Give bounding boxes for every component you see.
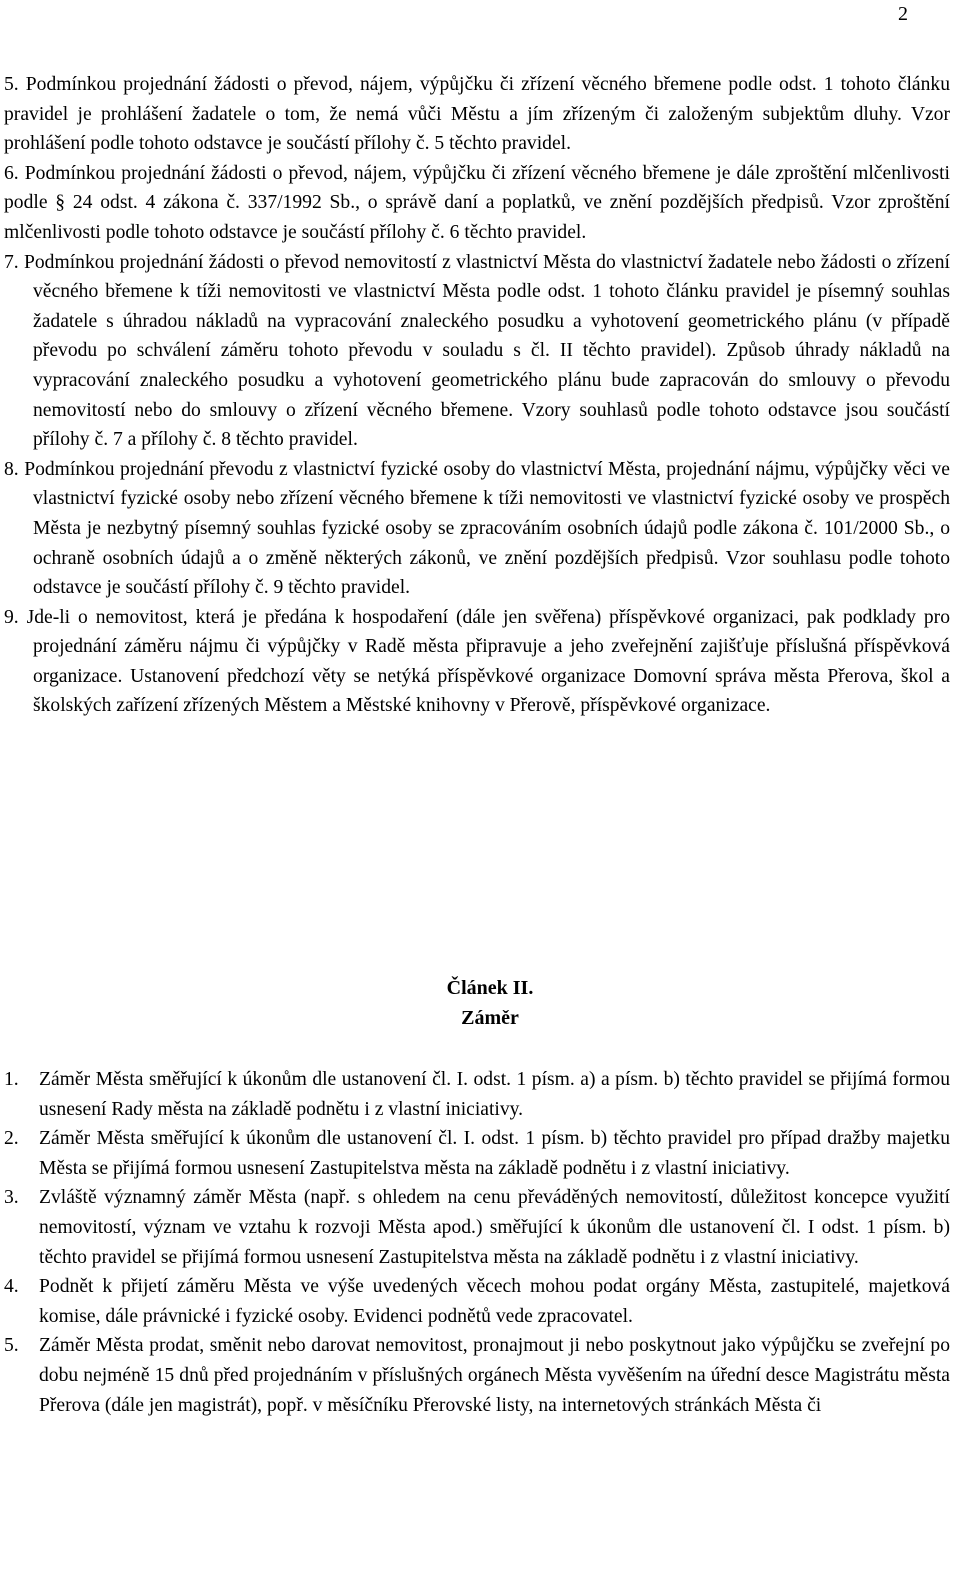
item-number: 5. (4, 1335, 19, 1357)
item-number: 1. (4, 1069, 19, 1090)
article-subtitle: Záměr (461, 1007, 519, 1029)
item-number: 2. (4, 1128, 19, 1150)
article-heading (0, 973, 960, 1033)
item-text: Záměr Města prodat, směnit nebo darovat nemovitost, pronajmout ji nebo poskytnout jako výpůjčku se zveřejní po dobu nejméně 15 dnů před projednáním v příslušných orgánech Města vyvěšením na úřední desce Magistrátu města Přerova (dále jen magistrát), popř. v měsíčníku Přerovské listy, na internetových stránkách Města či (39, 1335, 950, 1416)
paragraph-5: 5. Podmínkou projednání žádosti o převod, nájem, výpůjčku či zřízení věcného břemene podle odst. 1 tohoto článku pravidel je prohlášení žadatele o tom, že nemá vůči Městu a jím zřízeným či založeným subjektům dluhy. Vzor prohlášení podle tohoto odstavce je součástí přílohy č. 5 těchto pravidel. (4, 74, 950, 155)
item-text: Zvláště významný záměr Města (např. s ohledem na cenu převáděných nemovitostí, důležitost koncepce využití nemovitostí, význam ve vztahu k rozvoji Města apod.) směřující k úkonům dle ustanovení čl. I odst. 1 písm. b) těchto pravidel se přijímá formou usnesení Zastupitelstva města na základě podnětu i z vlastní iniciativy. (39, 1187, 950, 1268)
page-number: 2 (898, 3, 908, 25)
list-item (4, 1183, 950, 1272)
paragraph-9: 9. Jde-li o nemovitost, která je předána k hospodaření (dále jen svěřena) příspěvkové organizaci, pak podklady pro projednání záměru nájmu či výpůjčky v Radě města připravuje a jeho zveřejnění zajišťuje příslušná příspěvková organizace. Ustanovení předchozí věty se netýká příspěvkové organizace Domovní správa města Přerova, škol a školských zařízení zřízených Městem a Městské knihovny v Přerově, příspěvkové organizace. (4, 606, 950, 717)
item-text: Záměr Města směřující k úkonům dle ustanovení čl. I. odst. 1 písm. a) a písm. b) těchto pravidel se přijímá formou usnesení Rady města na základě podnětu i z vlastní iniciativy. (39, 1069, 950, 1120)
item-text: Podnět k přijetí záměru Města ve výše uvedených věcech mohou podat orgány Města, zastupitelé, majetková komise, dále právnické i fyzické osoby. Evidenci podnětů vede zpracovatel. (39, 1276, 950, 1327)
article-title: Článek II. (446, 977, 534, 999)
list-item (4, 1331, 950, 1420)
paragraph-8: 8. Podmínkou projednání převodu z vlastnictví fyzické osoby do vlastnictví Města, projednání nájmu, výpůjčky věci ve vlastnictví fyzické osoby nebo zřízení věcného břemene k tíži nemovitosti ve vlastnictví fyzické osoby ve prospěch Města je nezbytný písemný souhlas fyzické osoby se zpracováním osobních údajů podle zákona č. 101/2000 Sb., o ochraně osobních údajů a o změně některých zákonů, ve znění pozdějších předpisů. Vzor souhlasu podle tohoto odstavce je součástí přílohy č. 9 těchto pravidel. (4, 458, 950, 599)
item-number: 3. (4, 1187, 19, 1209)
list-item (4, 1124, 950, 1183)
paragraph-7: 7. Podmínkou projednání žádosti o převod nemovitostí z vlastnictví Města do vlastnictví žadatele nebo žádosti o zřízení věcného břemene k tíži nemovitosti ve vlastnictví Města podle odst. 1 tohoto článku pravidel je písemný souhlas žadatele s úhradou nákladů na vypracování znaleckého posudku a vyhotovení geometrického plánu (v případě převodu po schválení záměru tohoto převodu v souladu s čl. II těchto pravidel). Způsob úhrady nákladů na vypracování znaleckého posudku a vyhotovení geometrického plánu bude zapracován do smlouvy o převodu nemovitostí nebo do smlouvy o zřízení věcného břemene. Vzory souhlasů podle tohoto odstavce jsou součástí přílohy č. 7 a přílohy č. 8 těchto pravidel. (4, 251, 950, 451)
paragraph-6: 6. Podmínkou projednání žádosti o převod, nájem, výpůjčku či zřízení věcného břemene je dále zproštění mlčenlivosti podle § 24 odst. 4 zákona č. 337/1992 Sb., o správě daní a poplatků, ve znění pozdějších předpisů. Vzor zproštění mlčenlivosti podle tohoto odstavce je součástí přílohy č. 6 těchto pravidel. (4, 162, 950, 243)
item-number: 4. (4, 1276, 19, 1298)
list-item (4, 1272, 950, 1331)
item-text: Záměr Města směřující k úkonům dle ustanovení čl. I. odst. 1 písm. b) těchto pravidel pro případ dražby majetku Města se přijímá formou usnesení Zastupitelstva města na základě podnětu i z vlastní iniciativy. (39, 1128, 950, 1179)
article-items (4, 1065, 950, 1420)
list-item (4, 1065, 950, 1124)
conditions-section (4, 70, 950, 721)
